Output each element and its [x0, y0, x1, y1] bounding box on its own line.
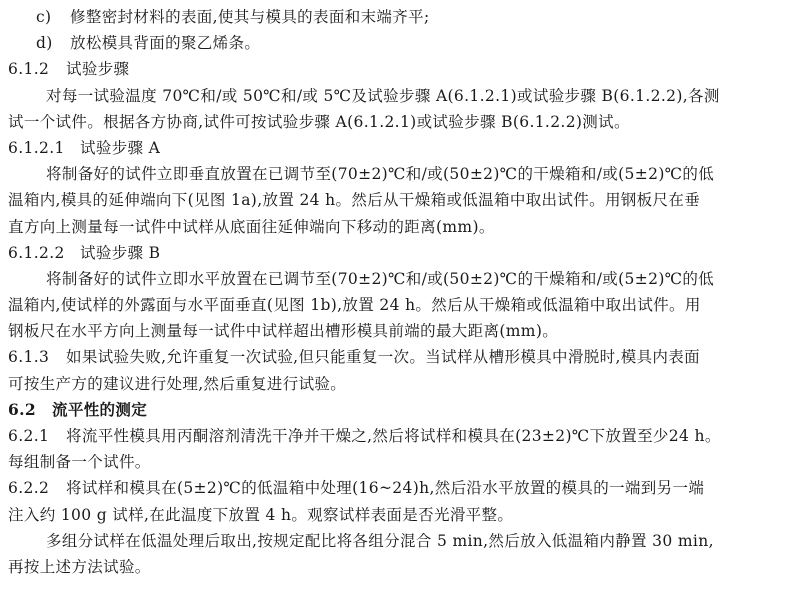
section-number: 6.2.2	[8, 479, 50, 498]
paragraph-line: 将制备好的试件立即水平放置在已调节至(70±2)℃和/或(50±2)℃的干燥箱和/或(5±2)℃的低	[46, 269, 715, 288]
paragraph-line: 直方向上测量每一试件中试样从底面往延伸端向下移动的距离(mm)。	[8, 217, 495, 236]
section-heading-6-2	[8, 397, 799, 423]
paragraph-text: 将试样和模具在(5±2)℃的低温箱中处理(16~24)h,然后沿水平放置的模具的一端到另一端	[66, 479, 705, 498]
paragraph-line: 对每一试验温度 70℃和/或 50℃和/或 5℃及试验步骤 A(6.1.2.1)或试验步骤 B(6.1.2.2),各测	[46, 86, 720, 105]
paragraph-text: 将流平性模具用丙酮溶剂清洗干净并干燥之,然后将试样和模具在(23±2)℃下放置至少24 h。	[66, 427, 721, 445]
section-6-1-3-line	[8, 344, 799, 370]
paragraph-line: 温箱内,使试样的外露面与水平面垂直(见图 1b),放置 24 h。然后从干燥箱或低温箱中取出试件。用	[8, 296, 701, 315]
paragraph-line: 注入约 100 g 试样,在此温度下放置 4 h。观察试样表面是否光滑平整。	[8, 505, 514, 524]
paragraph-line: 温箱内,模具的延伸端向下(见图 1a),放置 24 h。然后从干燥箱或低温箱中取出试件。用钢板尺在垂	[8, 191, 701, 210]
list-item-d	[8, 30, 799, 56]
section-title: 试验步骤 A	[80, 138, 161, 157]
section-number: 6.1.2.2	[8, 243, 65, 262]
section-number: 6.1.2.1	[8, 138, 65, 157]
list-label: c)	[36, 8, 52, 26]
section-number: 6.2.1	[8, 427, 50, 445]
paragraph-line: 钢板尺在水平方向上测量每一试件中试样超出槽形模具前端的最大距离(mm)。	[8, 322, 559, 341]
list-text: 修整密封材料的表面,使其与模具的表面和末端齐平;	[70, 8, 430, 26]
list-item-c	[8, 4, 799, 30]
paragraph-line: 可按生产方的建议进行处理,然后重复进行试验。	[8, 374, 347, 393]
list-label: d)	[36, 34, 53, 53]
section-heading-6-1-2-1	[8, 135, 799, 161]
paragraph-line: 再按上述方法试验。	[8, 557, 151, 576]
section-number: 6.1.2	[8, 60, 50, 79]
section-6-2-1-line	[8, 423, 799, 449]
section-heading-6-1-2	[8, 56, 799, 82]
paragraph-line: 试一个试件。根据各方协商,试件可按试验步骤 A(6.1.2.1)或试验步骤 B(6.1.2.2)测试。	[8, 112, 630, 131]
section-number: 6.1.3	[8, 348, 50, 367]
list-text: 放松模具背面的聚乙烯条。	[70, 34, 261, 53]
section-title: 流平性的测定	[52, 399, 148, 419]
paragraph-line: 将制备好的试件立即垂直放置在已调节至(70±2)℃和/或(50±2)℃的干燥箱和/或(5±2)℃的低	[46, 165, 715, 184]
paragraph-line: 多组分试样在低温处理后取出,按规定配比将各组分混合 5 min,然后放入低温箱内静置 30 min,	[46, 531, 714, 550]
paragraph-line: 每组制备一个试件。	[8, 453, 151, 472]
paragraph-text: 如果试验失败,允许重复一次试验,但只能重复一次。当试样从槽形模具中滑脱时,模具内表面	[66, 348, 700, 367]
section-title: 试验步骤	[66, 60, 130, 79]
section-6-2-2-line	[8, 475, 799, 501]
section-heading-6-1-2-2	[8, 240, 799, 266]
section-number: 6.2	[8, 399, 37, 419]
section-title: 试验步骤 B	[80, 243, 161, 262]
